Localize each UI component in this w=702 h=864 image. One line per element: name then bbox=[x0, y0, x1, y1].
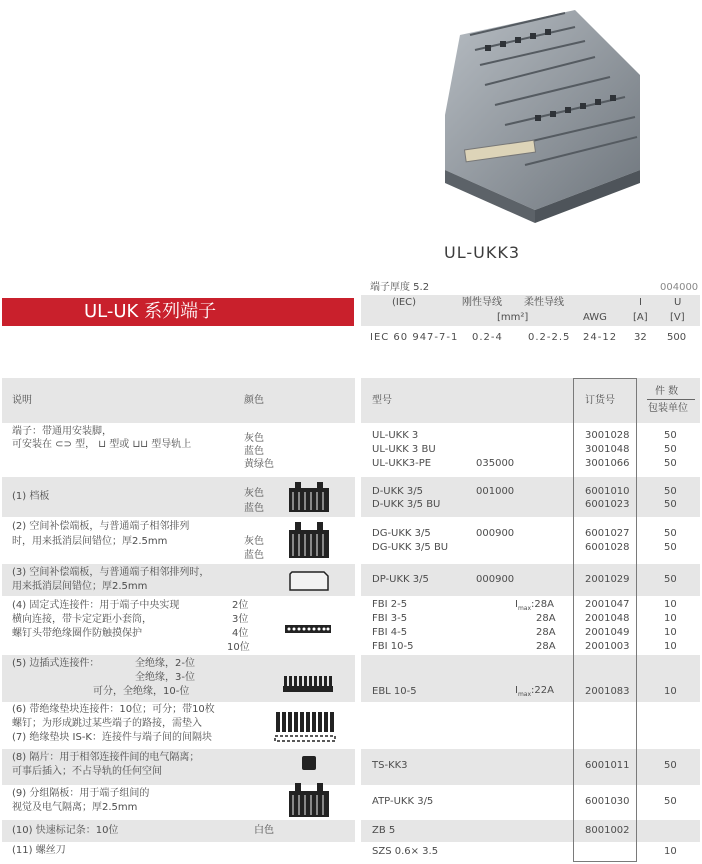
row-pack: 50 bbox=[664, 444, 677, 455]
series-title: UL-UK 系列端子 bbox=[84, 301, 217, 322]
row-order: 2001048 bbox=[585, 613, 630, 624]
row-desc: 全绝缘，2-位 bbox=[135, 658, 195, 669]
header-desc: 说明 bbox=[12, 395, 32, 406]
row-model: ZB 5 bbox=[372, 825, 396, 836]
row-imax: 28A bbox=[536, 627, 556, 638]
header-pack-bottom: 包装单位 bbox=[648, 403, 688, 414]
row-pack: 50 bbox=[664, 760, 677, 771]
row-order: 6001027 bbox=[585, 528, 630, 539]
row-pack: 50 bbox=[664, 430, 677, 441]
row-code: 000900 bbox=[476, 528, 515, 539]
right-row-bg bbox=[361, 702, 700, 749]
imax-label: $I_{max}:22A$ bbox=[515, 685, 554, 698]
row-pack: 10 bbox=[664, 641, 677, 652]
spec-i-value: 32 bbox=[634, 332, 647, 343]
row-pack: 10 bbox=[664, 846, 677, 857]
row-model: DG-UKK 3/5 BU bbox=[372, 542, 449, 553]
row-order: 2001083 bbox=[585, 686, 630, 697]
spec-iec-label: (IEC) bbox=[392, 297, 417, 308]
row-model: EBL 10-5 bbox=[372, 686, 417, 697]
row-desc: (9) 分组隔板：用于端子组间的 bbox=[12, 788, 150, 799]
row-color: 灰色 bbox=[244, 488, 264, 499]
spec-i-label: I bbox=[639, 297, 642, 308]
row-color: 黄绿色 bbox=[244, 459, 274, 470]
right-row-bg bbox=[361, 820, 700, 842]
right-row-bg bbox=[361, 517, 700, 564]
header-pack-divider bbox=[647, 399, 695, 400]
row-position: 4位 bbox=[232, 628, 249, 639]
header-pack-top: 件 数 bbox=[655, 386, 679, 397]
row-order: 8001002 bbox=[585, 825, 630, 836]
row-desc: 端子：带通用安装脚， bbox=[12, 426, 112, 437]
spacer-plate-image bbox=[287, 520, 331, 560]
row-model: FBI 3-5 bbox=[372, 613, 408, 624]
separator-image bbox=[302, 756, 316, 770]
spec-u-value: 500 bbox=[667, 332, 687, 343]
row-imax: 28A bbox=[536, 641, 556, 652]
row-pack: 10 bbox=[664, 627, 677, 638]
spec-flex-value: 0.2-2.5 bbox=[528, 332, 571, 343]
row-desc: (4) 固定式连接件：用于端子中央实现 bbox=[12, 600, 180, 611]
row-desc: (11) 螺丝刀 bbox=[12, 845, 66, 856]
header-model: 型号 bbox=[372, 395, 392, 406]
plug-in-bridge-image bbox=[282, 674, 334, 694]
row-color: 灰色 bbox=[244, 433, 264, 444]
row-desc: 横向连接，带卡定定距小套筒， bbox=[12, 614, 152, 625]
row-model: SZS 0.6× 3.5 bbox=[372, 846, 439, 857]
terminal-block-image bbox=[425, 5, 650, 227]
spec-order-code: 004000 bbox=[660, 282, 699, 293]
row-desc: 用来抵消层间错位；厚2.5mm bbox=[12, 581, 148, 592]
right-row-bg bbox=[361, 749, 700, 785]
row-order: 2001029 bbox=[585, 574, 630, 585]
spec-awg-value: 24-12 bbox=[583, 332, 618, 343]
row-pack: 50 bbox=[664, 542, 677, 553]
row-position: 2位 bbox=[232, 600, 249, 611]
row-model: D-UKK 3/5 bbox=[372, 486, 424, 497]
row-desc: (2) 空间补偿端板，与普通端子相邻排列 bbox=[12, 521, 190, 532]
row-desc: 时，用来抵消层间错位；厚2.5mm bbox=[12, 536, 168, 547]
row-model: ATP-UKK 3/5 bbox=[372, 796, 434, 807]
row-order: 6001028 bbox=[585, 542, 630, 553]
row-model: DG-UKK 3/5 bbox=[372, 528, 431, 539]
spec-i-unit: [A] bbox=[633, 312, 648, 323]
row-model: FBI 10-5 bbox=[372, 641, 414, 652]
row-model: UL-UKK 3 BU bbox=[372, 444, 436, 455]
row-model: UL-UKK3-PE bbox=[372, 458, 432, 469]
row-desc: 可安装在 ⊂⊃ 型， ⊔ 型或 ⊔⊔ 型导轨上 bbox=[12, 439, 192, 450]
spec-std: IEC 60 947-7-1 bbox=[370, 332, 459, 343]
imax-label: $I_{max}:28A$ bbox=[515, 599, 554, 612]
row-pack: 50 bbox=[664, 574, 677, 585]
fixed-bridge-image bbox=[284, 622, 332, 636]
left-header-bg bbox=[2, 378, 355, 423]
group-partition-image bbox=[287, 781, 331, 819]
row-desc: 可分，全绝缘，10-位 bbox=[93, 686, 190, 697]
row-model: UL-UKK 3 bbox=[372, 430, 419, 441]
row-color: 蓝色 bbox=[244, 446, 264, 457]
spec-thickness: 端子厚度 5.2 bbox=[370, 282, 430, 293]
row-position: 3位 bbox=[232, 614, 249, 625]
row-desc: (10) 快速标记条：10位 bbox=[12, 825, 119, 836]
row-color: 蓝色 bbox=[244, 503, 264, 514]
row-order: 2001047 bbox=[585, 599, 630, 610]
row-order: 3001066 bbox=[585, 458, 630, 469]
row-pack: 50 bbox=[664, 486, 677, 497]
right-header-bg bbox=[361, 378, 700, 423]
row-code: 000900 bbox=[476, 574, 515, 585]
row-desc: 可事后插入；不占导轨的任何空间 bbox=[12, 766, 162, 777]
spec-awg-label: AWG bbox=[583, 312, 607, 323]
row-order: 3001048 bbox=[585, 444, 630, 455]
header-color: 颜色 bbox=[244, 395, 264, 406]
row-desc: (6) 带绝缘垫块连接件：10位；可分；带10枚 bbox=[12, 704, 215, 715]
row-order: 2001049 bbox=[585, 627, 630, 638]
row-desc: (8) 隔片：用于相邻连接件间的电气隔离； bbox=[12, 752, 200, 763]
row-code: 035000 bbox=[476, 458, 515, 469]
row-color: 白色 bbox=[254, 825, 274, 836]
row-order: 3001028 bbox=[585, 430, 630, 441]
product-name: UL-UKK3 bbox=[444, 243, 520, 262]
row-color: 蓝色 bbox=[244, 550, 264, 561]
row-model: DP-UKK 3/5 bbox=[372, 574, 429, 585]
spec-flex-label: 柔性导线 bbox=[524, 297, 564, 308]
spec-u-label: U bbox=[674, 297, 682, 308]
partition-plate-image bbox=[288, 570, 330, 592]
row-pack: 50 bbox=[664, 499, 677, 510]
row-position: 10位 bbox=[227, 642, 250, 653]
row-model: FBI 4-5 bbox=[372, 627, 408, 638]
row-pack: 10 bbox=[664, 599, 677, 610]
row-order: 6001011 bbox=[585, 760, 630, 771]
insulated-bridge-image bbox=[274, 710, 336, 744]
row-desc: (7) 绝缘垫块 IS-K：连接件与端子间的间隔块 bbox=[12, 732, 212, 743]
row-imax: 28A bbox=[536, 613, 556, 624]
row-desc: (3) 空间补偿端板，与普通端子相邻排列时， bbox=[12, 567, 210, 578]
spec-u-unit: [V] bbox=[670, 312, 685, 323]
row-desc: 螺钉；为形成跳过某些端子的路接，需垫入 bbox=[12, 718, 202, 729]
row-pack: 50 bbox=[664, 528, 677, 539]
row-desc: 螺钉头带绝缘圈作防触摸保护 bbox=[12, 628, 142, 639]
row-model: TS-KK3 bbox=[372, 760, 408, 771]
row-pack: 50 bbox=[664, 458, 677, 469]
row-pack: 10 bbox=[664, 613, 677, 624]
spec-unit-mm: [mm²] bbox=[497, 312, 529, 323]
row-desc: (1) 档板 bbox=[12, 491, 50, 502]
row-desc: 全绝缘，3-位 bbox=[135, 672, 195, 683]
row-model: FBI 2-5 bbox=[372, 599, 408, 610]
row-order: 6001010 bbox=[585, 486, 630, 497]
row-pack: 10 bbox=[664, 686, 677, 697]
row-desc: (5) 边插式连接件： bbox=[12, 658, 100, 669]
row-order: 6001023 bbox=[585, 499, 630, 510]
spec-rigid-label: 刚性导线 bbox=[462, 297, 502, 308]
row-order: 2001003 bbox=[585, 641, 630, 652]
row-desc: 视觉及电气隔离；厚2.5mm bbox=[12, 802, 138, 813]
row-pack: 50 bbox=[664, 796, 677, 807]
header-order: 订货号 bbox=[585, 395, 615, 406]
row-code: 001000 bbox=[476, 486, 515, 497]
row-color: 灰色 bbox=[244, 536, 264, 547]
end-plate-image bbox=[287, 480, 331, 514]
row-order: 6001030 bbox=[585, 796, 630, 807]
spec-rigid-value: 0.2-4 bbox=[472, 332, 503, 343]
row-model: D-UKK 3/5 BU bbox=[372, 499, 441, 510]
